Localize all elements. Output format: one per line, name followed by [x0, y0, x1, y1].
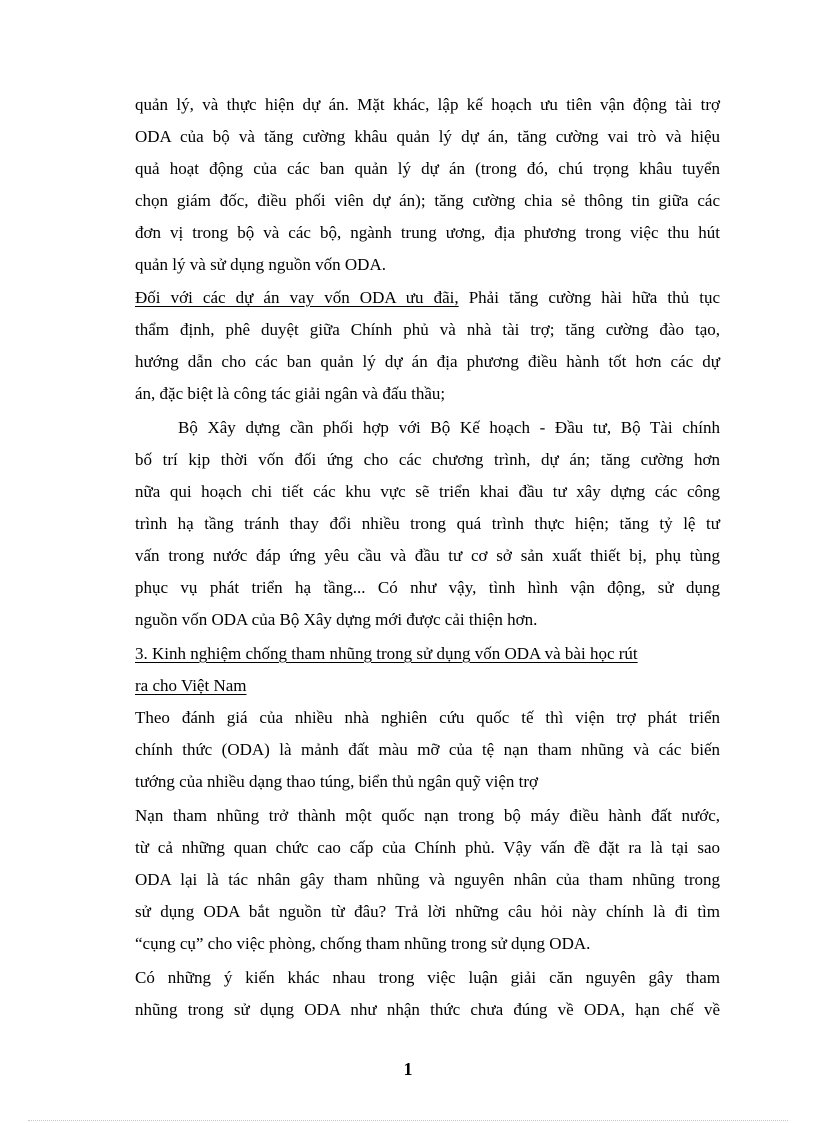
text-line: chính thức (ODA) là mảnh đất màu mỡ của tệ nạn tham nhũng và các biến	[135, 740, 720, 759]
text-line: Theo đánh giá của nhiều nhà nghiên cứu quốc tế thì viện trợ phát triển	[135, 708, 720, 727]
text-line: ODA lại là tác nhân gây tham nhũng và nguyên nhân của tham nhũng trong	[135, 870, 720, 889]
text-line: từ cả những quan chức cao cấp của Chính phủ. Vậy vấn đề đặt ra là tại sao	[135, 838, 720, 857]
text-line: quản lý và sử dụng nguồn vốn ODA.	[135, 255, 386, 274]
text-line: nhũng trong sử dụng ODA như nhận thức chưa đúng về ODA, hạn chế về	[135, 1000, 720, 1019]
text-line: thẩm định, phê duyệt giữa Chính phủ và nhà tài trợ; tăng cường đào tạo,	[135, 320, 720, 339]
text-line: bố trí kịp thời vốn đối ứng cho các chương trình, dự án; tăng cường hơn	[135, 450, 720, 469]
text-line: chọn giám đốc, điều phối viên dự án); tăng cường chia sẻ thông tin giữa các	[135, 191, 720, 210]
heading-text: ra cho Việt Nam	[135, 676, 247, 695]
text-line: án, đặc biệt là công tác giải ngân và đấu thầu;	[135, 384, 446, 403]
text-line: Bộ Xây dựng cần phối hợp với Bộ Kế hoạch - Đầu tư, Bộ Tài chính	[178, 418, 720, 437]
text-line: Nạn tham nhũng trở thành một quốc nạn trong bộ máy điều hành đất nước,	[135, 806, 720, 825]
text-line: tướng của nhiều dạng thao túng, biển thủ ngân quỹ viện trợ	[135, 772, 539, 791]
text-line: sử dụng ODA bắt nguồn từ đâu? Trả lời những câu hỏi này chính là đi tìm	[135, 902, 720, 921]
page-number: 1	[403, 1059, 413, 1079]
oda-loans-first-rest: Phải tăng cường hài hữa thủ tục	[458, 288, 721, 307]
heading-text: 3. Kinh nghiệm chống tham nhũng trong sử dụng vốn ODA và bài học rút	[135, 644, 638, 663]
text-line: hướng dẫn cho các ban quản lý dự án địa phương điều hành tốt hơn các dự	[135, 352, 720, 371]
footer-divider	[28, 1120, 788, 1121]
text-line	[135, 287, 720, 309]
text-line: quản lý, và thực hiện dự án. Mặt khác, lập kế hoạch ưu tiên vận động tài trợ	[135, 95, 720, 114]
text-line: Có những ý kiến khác nhau trong việc luận giải căn nguyên gây tham	[135, 968, 720, 987]
text-line: đơn vị trong bộ và các bộ, ngành trung ương, địa phương trong việc thu hút	[135, 223, 720, 242]
oda-loans-lead: Đối với các dự án vay vốn ODA ưu đãi,	[135, 288, 459, 307]
text-line: “cụng cụ” cho việc phòng, chống tham nhũng trong sử dụng ODA.	[135, 934, 591, 953]
text-line: trình hạ tầng tránh thay đổi nhiều trong quá trình thực hiện; tăng tỷ lệ tư	[135, 514, 720, 533]
heading-line	[135, 643, 720, 665]
text-line: phục vụ phát triển hạ tầng... Có như vậy, tình hình vận động, sử dụng	[135, 578, 720, 597]
text-line: nữa qui hoạch chi tiết các khu vực sẽ triển khai đầu tư xây dựng các công	[135, 482, 720, 501]
text-line: quả hoạt động của các ban quản lý dự án (trong đó, chú trọng khâu tuyển	[135, 159, 720, 178]
text-line: nguồn vốn ODA của Bộ Xây dựng mới được cải thiện hơn.	[135, 610, 538, 629]
text-line: ODA của bộ và tăng cường khâu quản lý dự án, tăng cường vai trò và hiệu	[135, 127, 720, 146]
heading-line	[135, 675, 720, 697]
text-line: vấn trong nước đáp ứng yêu cầu và đầu tư cơ sở sản xuất thiết bị, phụ tùng	[135, 546, 720, 565]
